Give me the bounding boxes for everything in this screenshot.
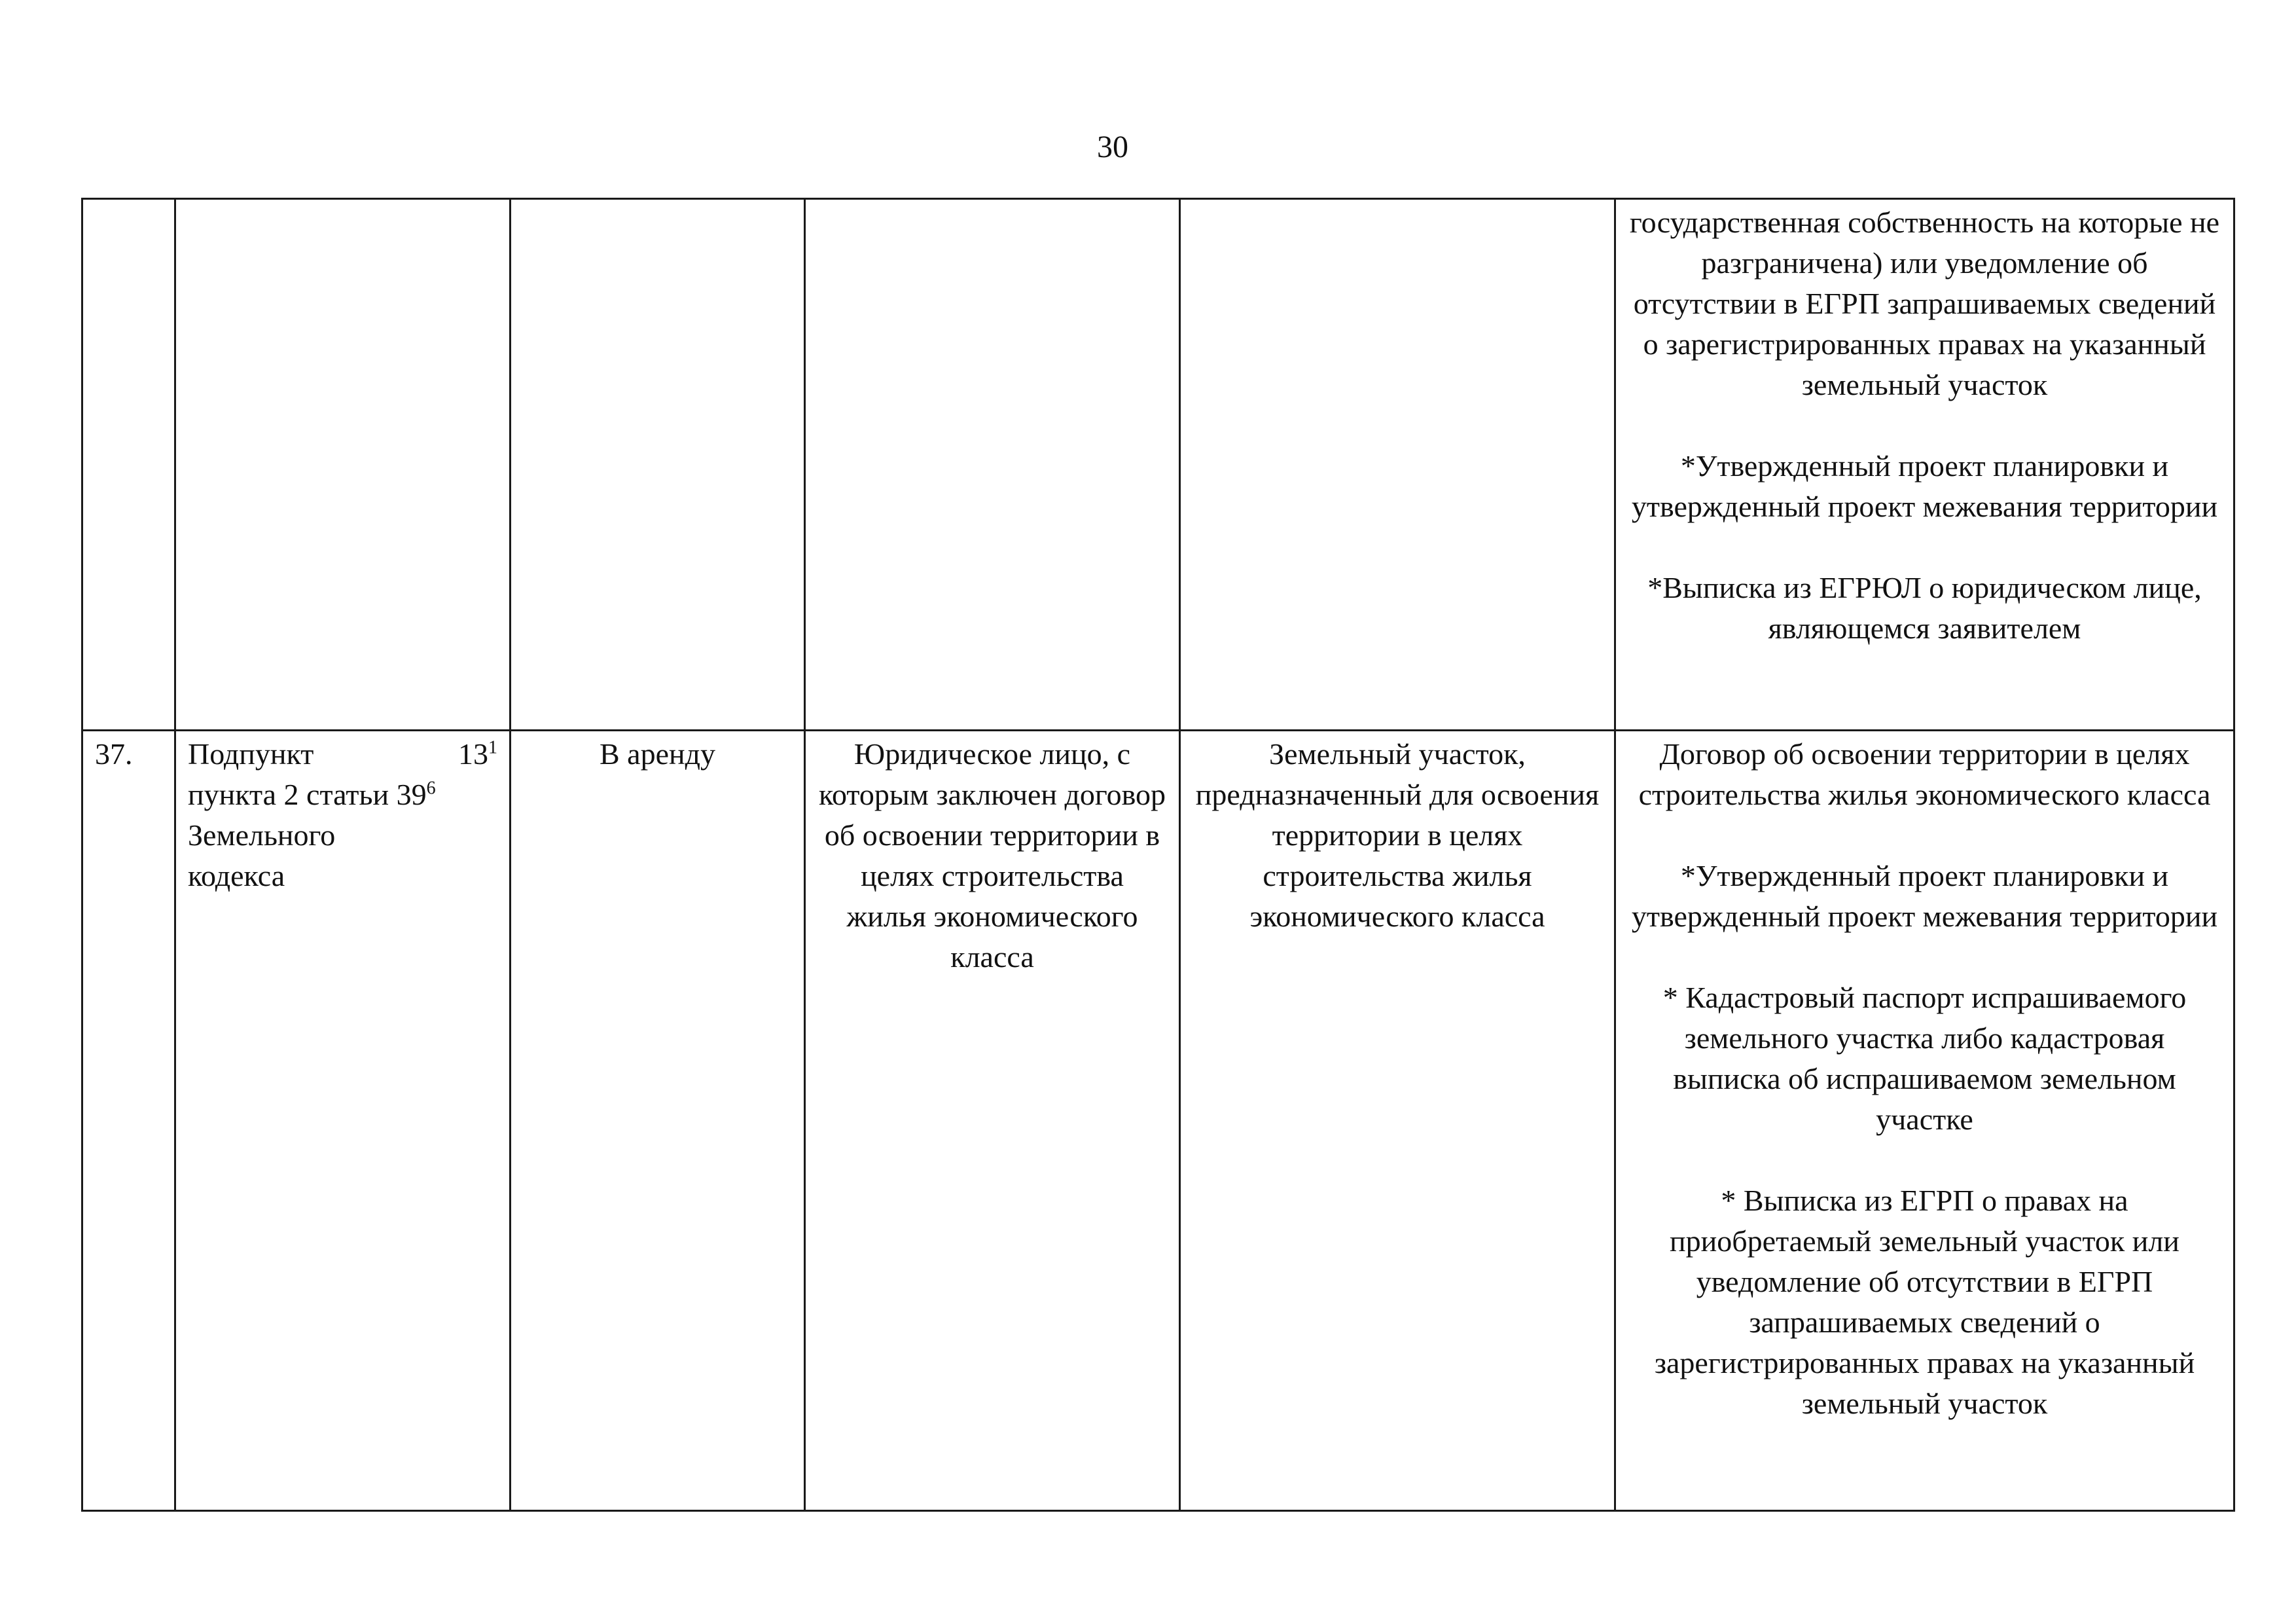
cell-land-plot — [1180, 199, 1615, 731]
document-item: *Утвержденный проект планировки и утвержденный проект межевания территории — [1631, 859, 2218, 933]
basis-line-code-1: Земельного — [188, 818, 336, 852]
cell-basis — [175, 199, 511, 731]
basis-subpoint-superscript: 1 — [488, 737, 497, 758]
land-documents-table — [81, 198, 2235, 1512]
table-row-continuation — [82, 199, 2234, 731]
cell-documents — [1615, 199, 2234, 731]
document-item: *Выписка из ЕГРЮЛ о юридическом лице, являющемся заявителем — [1647, 571, 2202, 645]
basis-subpoint-number: $13^1$ — [458, 737, 497, 771]
cell-grant-type: В аренду — [511, 731, 805, 1511]
basis-line-article: пункта 2 статьи $39^6$ — [188, 778, 436, 811]
document-item: *Утвержденный проект планировки и утвержденный проект межевания территории — [1631, 449, 2218, 523]
cell-basis — [175, 731, 511, 1511]
document-item: государственная собственность на которые не разграничена) или уведомление об отсутствии в ЕГРП запрашиваемых сведений о зарегистрированных правах на указанный земельный участок — [1629, 206, 2220, 401]
table-row-37 — [82, 731, 2234, 1511]
document-item: * Выписка из ЕГРП о правах на приобретаемый земельный участок или уведомление об отсутствии в ЕГРП запрашиваемых сведений о зарегистрированных правах на указанный земельный участок — [1654, 1184, 2195, 1420]
basis-word-subpoint: Подпункт — [188, 737, 314, 771]
document-item: * Кадастровый паспорт испрашиваемого земельного участка либо кадастровая выписка об испрашиваемом земельном участке — [1662, 981, 2187, 1136]
document-item: Договор об освоении территории в целях строительства жилья экономического класса — [1638, 737, 2211, 811]
cell-grant-type — [511, 199, 805, 731]
cell-number — [82, 199, 175, 731]
cell-land-plot: Земельный участок, предназначенный для освоения территории в целях строительства жилья экономического класса — [1180, 731, 1615, 1511]
basis-line-subpoint — [188, 734, 497, 775]
basis-line-code-2: кодекса — [188, 859, 285, 892]
basis-article-superscript: 6 — [426, 778, 436, 799]
page-number: 30 — [1097, 130, 1128, 164]
cell-documents — [1615, 731, 2234, 1511]
cell-number: 37. — [82, 731, 175, 1511]
cell-applicant: Юридическое лицо, с которым заключен договор об освоении территории в целях строительства жилья экономического класса — [805, 731, 1180, 1511]
cell-applicant — [805, 199, 1180, 731]
